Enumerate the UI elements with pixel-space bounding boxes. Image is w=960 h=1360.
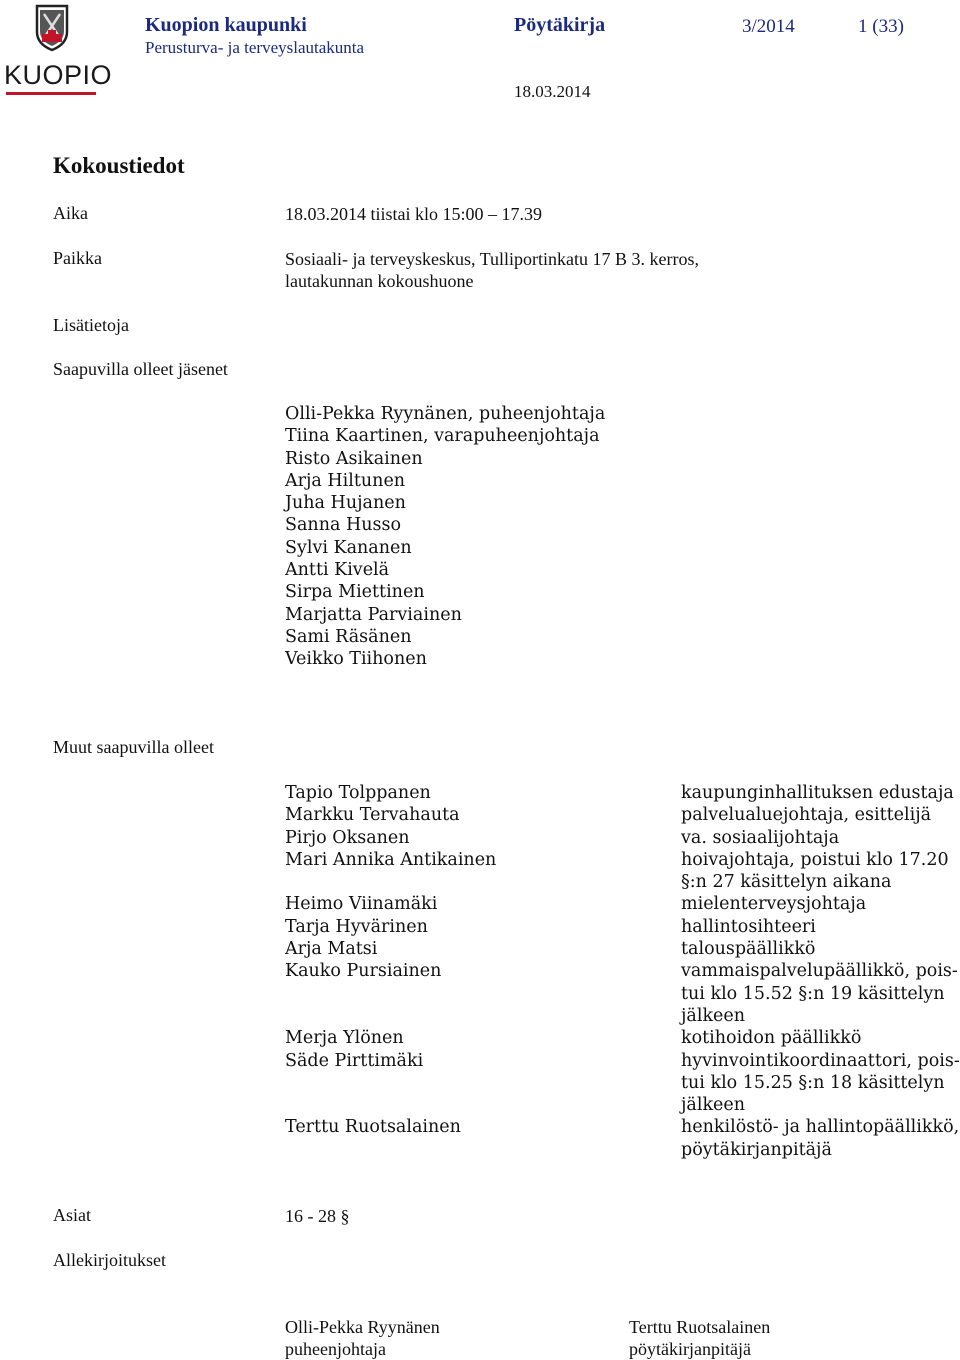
attendee-role: talouspäällikkö <box>681 939 816 960</box>
lisatietoja-label: Lisätietoja <box>53 315 129 335</box>
document-type: Pöytäkirja <box>514 14 606 36</box>
member-item: Arja Hiltunen <box>285 470 406 491</box>
member-item: Risto Asikainen <box>285 448 423 469</box>
member-item: Veikko Tiihonen <box>285 649 427 670</box>
members-label: Saapuvilla olleet jäsenet <box>53 359 228 379</box>
aika-value: 18.03.2014 tiistai klo 15:00 – 17.39 <box>285 204 543 224</box>
asiat-value: 16 - 28 § <box>285 1206 350 1226</box>
others-roles <box>681 782 960 1161</box>
attendee-name: Terttu Ruotsalainen <box>285 1117 461 1138</box>
signature-name: Terttu Ruotsalainen <box>629 1317 771 1337</box>
attendee-name: Heimo Viinamäki <box>285 894 438 915</box>
paikka-label: Paikka <box>53 248 102 268</box>
logo-underline <box>6 92 96 95</box>
asiat-label: Asiat <box>53 1205 91 1225</box>
attendee-role: jälkeen <box>681 1005 746 1026</box>
member-item: Juha Hujanen <box>285 493 406 514</box>
attendee-name: Merja Ylönen <box>285 1028 404 1049</box>
attendee-role: henkilöstö- ja hallintopäällikkö, <box>681 1117 960 1138</box>
attendee-role: jälkeen <box>681 1095 746 1116</box>
signature-secretary <box>629 1316 770 1360</box>
page-title: Kokoustiedot <box>53 153 185 178</box>
paikka-line-2: lautakunnan kokoushuone <box>285 271 474 291</box>
paikka-value <box>285 248 699 292</box>
city-logo <box>4 2 113 96</box>
attendee-role: pöytäkirjanpitäjä <box>681 1139 832 1160</box>
member-item: Marjatta Parviainen <box>285 604 462 625</box>
member-item: Sanna Husso <box>285 515 401 536</box>
attendee-role: kotihoidon päällikkö <box>681 1028 862 1049</box>
signature-title: puheenjohtaja <box>285 1339 386 1359</box>
organization-name: Kuopion kaupunki <box>145 14 307 36</box>
attendee-name: Arja Matsi <box>285 939 378 960</box>
member-item: Sami Räsänen <box>285 626 412 647</box>
member-item: Antti Kivelä <box>285 560 390 581</box>
attendee-role: hallintosihteeri <box>681 916 816 937</box>
signature-name: Olli-Pekka Ryynänen <box>285 1317 440 1337</box>
attendee-name: Markku Tervahauta <box>285 805 460 826</box>
attendee-role: mielenterveysjohtaja <box>681 894 867 915</box>
paikka-line-1: Sosiaali- ja terveyskeskus, Tulliportinkatu 17 B 3. kerros, <box>285 249 699 269</box>
attendee-name: Kauko Pursiainen <box>285 961 442 982</box>
attendee-role: §:n 27 käsittelyn aikana <box>681 872 892 893</box>
signatures-label: Allekirjoitukset <box>53 1250 166 1270</box>
members-list <box>285 403 605 671</box>
attendee-role: hoivajohtaja, poistui klo 17.20 <box>681 849 949 870</box>
page-number: 1 (33) <box>858 16 904 37</box>
member-item: Tiina Kaartinen, varapuheenjohtaja <box>285 426 600 447</box>
attendee-role: palvelualuejohtaja, esittelijä <box>681 805 932 826</box>
attendee-role: kaupunginhallituksen edustaja <box>681 783 954 803</box>
document-number: 3/2014 <box>742 16 795 37</box>
attendee-name: Tapio Tolppanen <box>285 783 431 803</box>
signature-chair <box>285 1316 440 1360</box>
aika-label: Aika <box>53 203 88 223</box>
logo-text: KUOPIO <box>4 60 113 90</box>
attendee-role: va. sosiaalijohtaja <box>681 827 840 848</box>
member-item: Olli-Pekka Ryynänen, puheenjohtaja <box>285 404 606 424</box>
document-date: 18.03.2014 <box>514 82 591 101</box>
others-names <box>285 782 496 1139</box>
attendee-role: tui klo 15.52 §:n 19 käsittelyn <box>681 983 945 1004</box>
member-item: Sirpa Miettinen <box>285 582 425 603</box>
attendee-name: Säde Pirttimäki <box>285 1050 424 1071</box>
attendee-role: hyvinvointikoordinaattori, pois- <box>681 1050 960 1071</box>
attendee-role: tui klo 15.25 §:n 18 käsittelyn <box>681 1072 945 1093</box>
board-name: Perusturva- ja terveyslautakunta <box>145 38 365 57</box>
attendee-name: Tarja Hyvärinen <box>285 916 428 937</box>
attendee-name: Mari Annika Antikainen <box>285 849 497 870</box>
attendee-role: vammaispalvelupäällikkö, pois- <box>681 961 958 982</box>
others-label: Muut saapuvilla olleet <box>53 737 214 757</box>
attendee-name: Pirjo Oksanen <box>285 827 410 848</box>
signature-title: pöytäkirjanpitäjä <box>629 1339 751 1359</box>
member-item: Sylvi Kananen <box>285 537 412 558</box>
